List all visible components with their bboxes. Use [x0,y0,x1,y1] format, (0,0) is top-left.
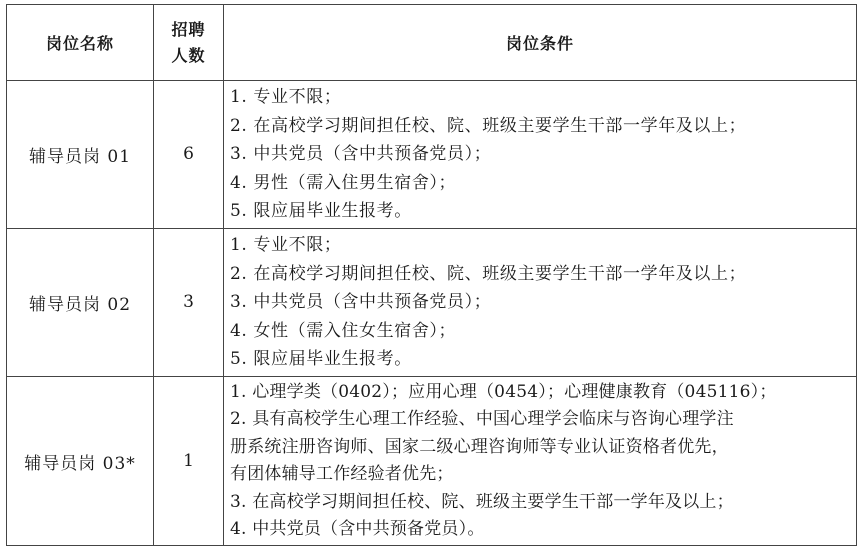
condition-line: 有团体辅导工作经验者优先； [230,464,454,485]
position-name-cell: 辅导员岗 03* [7,376,154,545]
header-hire-count-line1: 招聘 [171,19,206,39]
position-name-cell: 辅导员岗 01 [7,81,154,229]
header-position-conditions: 岗位条件 [224,5,857,81]
condition-line: 3. 中共党员（含中共预备党员）； [230,144,492,165]
condition-line: 5. 限应届毕业生报考。 [230,349,412,370]
hire-count-cell: 6 [154,81,224,229]
condition-line: 1. 心理学类（0402）；应用心理（0454）；心理健康教育（045116）； [230,381,777,402]
condition-line: 1. 专业不限； [230,87,342,107]
hire-count-cell: 3 [154,228,224,376]
hire-count-cell: 1 [154,376,224,545]
condition-line: 3. 中共党员（含中共预备党员）； [230,292,492,313]
table-header-row [7,5,857,81]
table-row [7,376,857,545]
header-hire-count [154,5,224,81]
condition-line: 册系统注册咨询师、国家二级心理咨询师等专业认证资格者优先， [230,436,729,457]
conditions-cell [224,81,857,229]
condition-line: 2. 在高校学习期间担任校、院、班级主要学生干部一学年及以上； [230,263,747,284]
table-row [7,228,857,376]
table-row [7,81,857,229]
condition-line: 1. 专业不限； [230,234,342,255]
condition-line: 4. 女性（需入住女生宿舍）； [230,320,457,341]
conditions-cell [224,228,857,376]
condition-line: 4. 中共党员（含中共预备党员）。 [230,518,485,539]
recruitment-table [6,4,857,546]
condition-line: 4. 男性（需入住男生宿舍）； [230,172,457,193]
condition-line: 2. 在高校学习期间担任校、院、班级主要学生干部一学年及以上； [230,115,747,136]
condition-line: 5. 限应届毕业生报考。 [230,201,412,222]
condition-line: 2. 具有高校学生心理工作经验、中国心理学会临床与咨询心理学注 [230,409,734,430]
header-position-name: 岗位名称 [7,5,154,81]
position-name-cell: 辅导员岗 02 [7,228,154,376]
conditions-cell [224,376,857,545]
header-hire-count-line2: 人数 [171,45,206,65]
condition-line: 3. 在高校学习期间担任校、院、班级主要学生干部一学年及以上； [230,491,734,512]
